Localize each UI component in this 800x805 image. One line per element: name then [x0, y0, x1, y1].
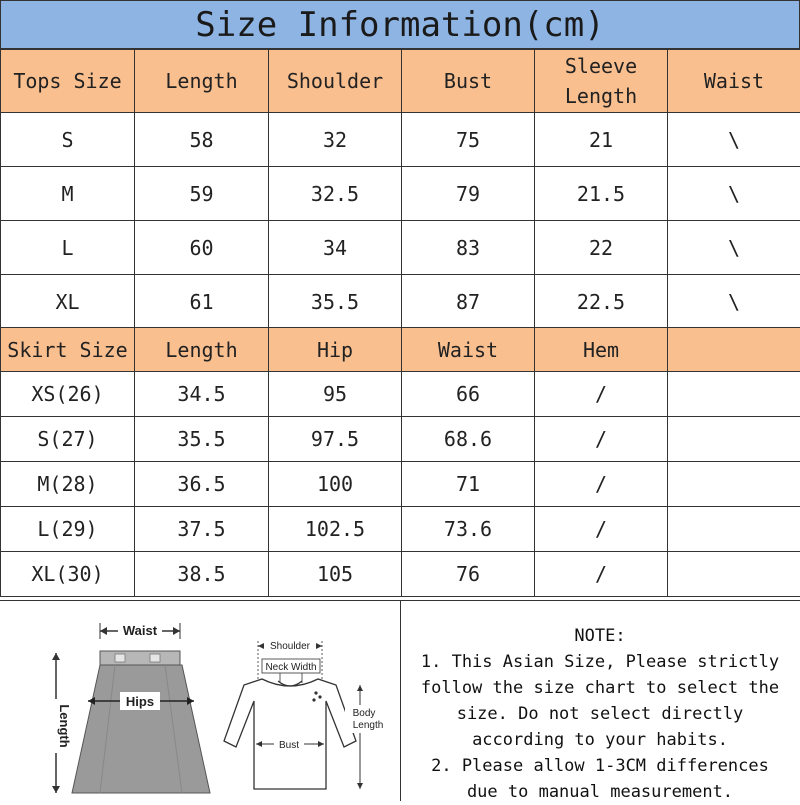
- bottom-section: [0, 600, 800, 800]
- table-cell: 21.5: [535, 167, 668, 221]
- table-cell: 59: [135, 167, 269, 221]
- table-cell: 35.5: [269, 275, 402, 329]
- table-cell: 68.6: [402, 417, 535, 462]
- table-cell: 61: [135, 275, 269, 329]
- divider: [400, 601, 401, 801]
- note-heading: NOTE:: [402, 623, 798, 649]
- table-cell: 97.5: [269, 417, 402, 462]
- table-cell: [668, 552, 800, 597]
- waist-label: Waist: [123, 623, 158, 638]
- table-cell: [668, 372, 800, 417]
- table-cell: /: [535, 552, 668, 597]
- skirt-size-table: [0, 327, 800, 597]
- body-length-label-2: Length: [353, 720, 384, 731]
- table-header: Shoulder: [269, 50, 402, 113]
- table-cell: \: [668, 275, 800, 329]
- table-row: [1, 417, 800, 462]
- table-row: [1, 462, 800, 507]
- bust-label: Bust: [279, 740, 299, 751]
- shoulder-label: Shoulder: [270, 641, 311, 652]
- table-row: [1, 372, 800, 417]
- table-cell: S: [1, 113, 135, 167]
- note-line: 2. Please allow 1-3CM differences: [402, 753, 798, 779]
- note-block: [402, 623, 798, 805]
- table-cell: 71: [402, 462, 535, 507]
- tops-size-table: [0, 49, 800, 329]
- table-cell: 22.5: [535, 275, 668, 329]
- table-cell: [668, 507, 800, 552]
- table-cell: XL(30): [1, 552, 135, 597]
- neck-width-label: Neck Width: [265, 662, 316, 673]
- table-header: Hem: [535, 328, 668, 372]
- table-header: Waist: [668, 50, 800, 113]
- note-line: 1. This Asian Size, Please strictly: [402, 649, 798, 675]
- measurement-diagram: [0, 601, 400, 801]
- tops-header-row: [1, 50, 800, 113]
- table-cell: L: [1, 221, 135, 275]
- table-cell: 100: [269, 462, 402, 507]
- table-cell: \: [668, 113, 800, 167]
- table-cell: [668, 462, 800, 507]
- table-cell: 102.5: [269, 507, 402, 552]
- table-cell: /: [535, 462, 668, 507]
- table-cell: 37.5: [135, 507, 269, 552]
- table-cell: 76: [402, 552, 535, 597]
- table-header: Length: [135, 328, 269, 372]
- table-cell: 21: [535, 113, 668, 167]
- table-cell: 34: [269, 221, 402, 275]
- table-cell: 105: [269, 552, 402, 597]
- note-line: according to your habits.: [402, 727, 798, 753]
- table-cell: [668, 417, 800, 462]
- table-cell: 73.6: [402, 507, 535, 552]
- table-cell: 75: [402, 113, 535, 167]
- table-header: Hip: [269, 328, 402, 372]
- measurement-diagram-svg: [0, 601, 400, 801]
- table-cell: 66: [402, 372, 535, 417]
- table-header: [668, 328, 800, 372]
- table-cell: 87: [402, 275, 535, 329]
- note-line: size. Do not select directly: [402, 701, 798, 727]
- table-cell: 38.5: [135, 552, 269, 597]
- table-row: [1, 507, 800, 552]
- page-title: Size Information(cm): [0, 0, 800, 49]
- table-header: Bust: [402, 50, 535, 113]
- table-header: Length: [135, 50, 269, 113]
- table-cell: 35.5: [135, 417, 269, 462]
- table-row: [1, 113, 800, 167]
- table-cell: 34.5: [135, 372, 269, 417]
- table-cell: S(27): [1, 417, 135, 462]
- body-length-label-1: Body: [353, 708, 376, 719]
- table-cell: 58: [135, 113, 269, 167]
- table-cell: XL: [1, 275, 135, 329]
- table-cell: /: [535, 372, 668, 417]
- table-cell: L(29): [1, 507, 135, 552]
- table-row: [1, 167, 800, 221]
- top-illustration-icon: [224, 679, 356, 789]
- table-header: Tops Size: [1, 50, 135, 113]
- skirt-header-row: [1, 328, 800, 372]
- hips-label: Hips: [126, 694, 154, 709]
- table-cell: \: [668, 167, 800, 221]
- table-cell: 83: [402, 221, 535, 275]
- skirt-illustration-icon: [72, 651, 210, 793]
- table-cell: /: [535, 507, 668, 552]
- table-header: Sleeve Length: [535, 50, 668, 113]
- table-cell: 79: [402, 167, 535, 221]
- table-cell: 32: [269, 113, 402, 167]
- table-header: Skirt Size: [1, 328, 135, 372]
- table-cell: M(28): [1, 462, 135, 507]
- table-row: [1, 552, 800, 597]
- table-cell: XS(26): [1, 372, 135, 417]
- table-cell: /: [535, 417, 668, 462]
- note-line: due to manual measurement.: [402, 779, 798, 805]
- note-line: follow the size chart to select the: [402, 675, 798, 701]
- length-label: Length: [57, 704, 72, 747]
- table-cell: 32.5: [269, 167, 402, 221]
- table-cell: M: [1, 167, 135, 221]
- table-header: Waist: [402, 328, 535, 372]
- table-cell: 36.5: [135, 462, 269, 507]
- table-cell: 95: [269, 372, 402, 417]
- table-row: [1, 275, 800, 329]
- table-cell: \: [668, 221, 800, 275]
- table-cell: 22: [535, 221, 668, 275]
- table-cell: 60: [135, 221, 269, 275]
- table-row: [1, 221, 800, 275]
